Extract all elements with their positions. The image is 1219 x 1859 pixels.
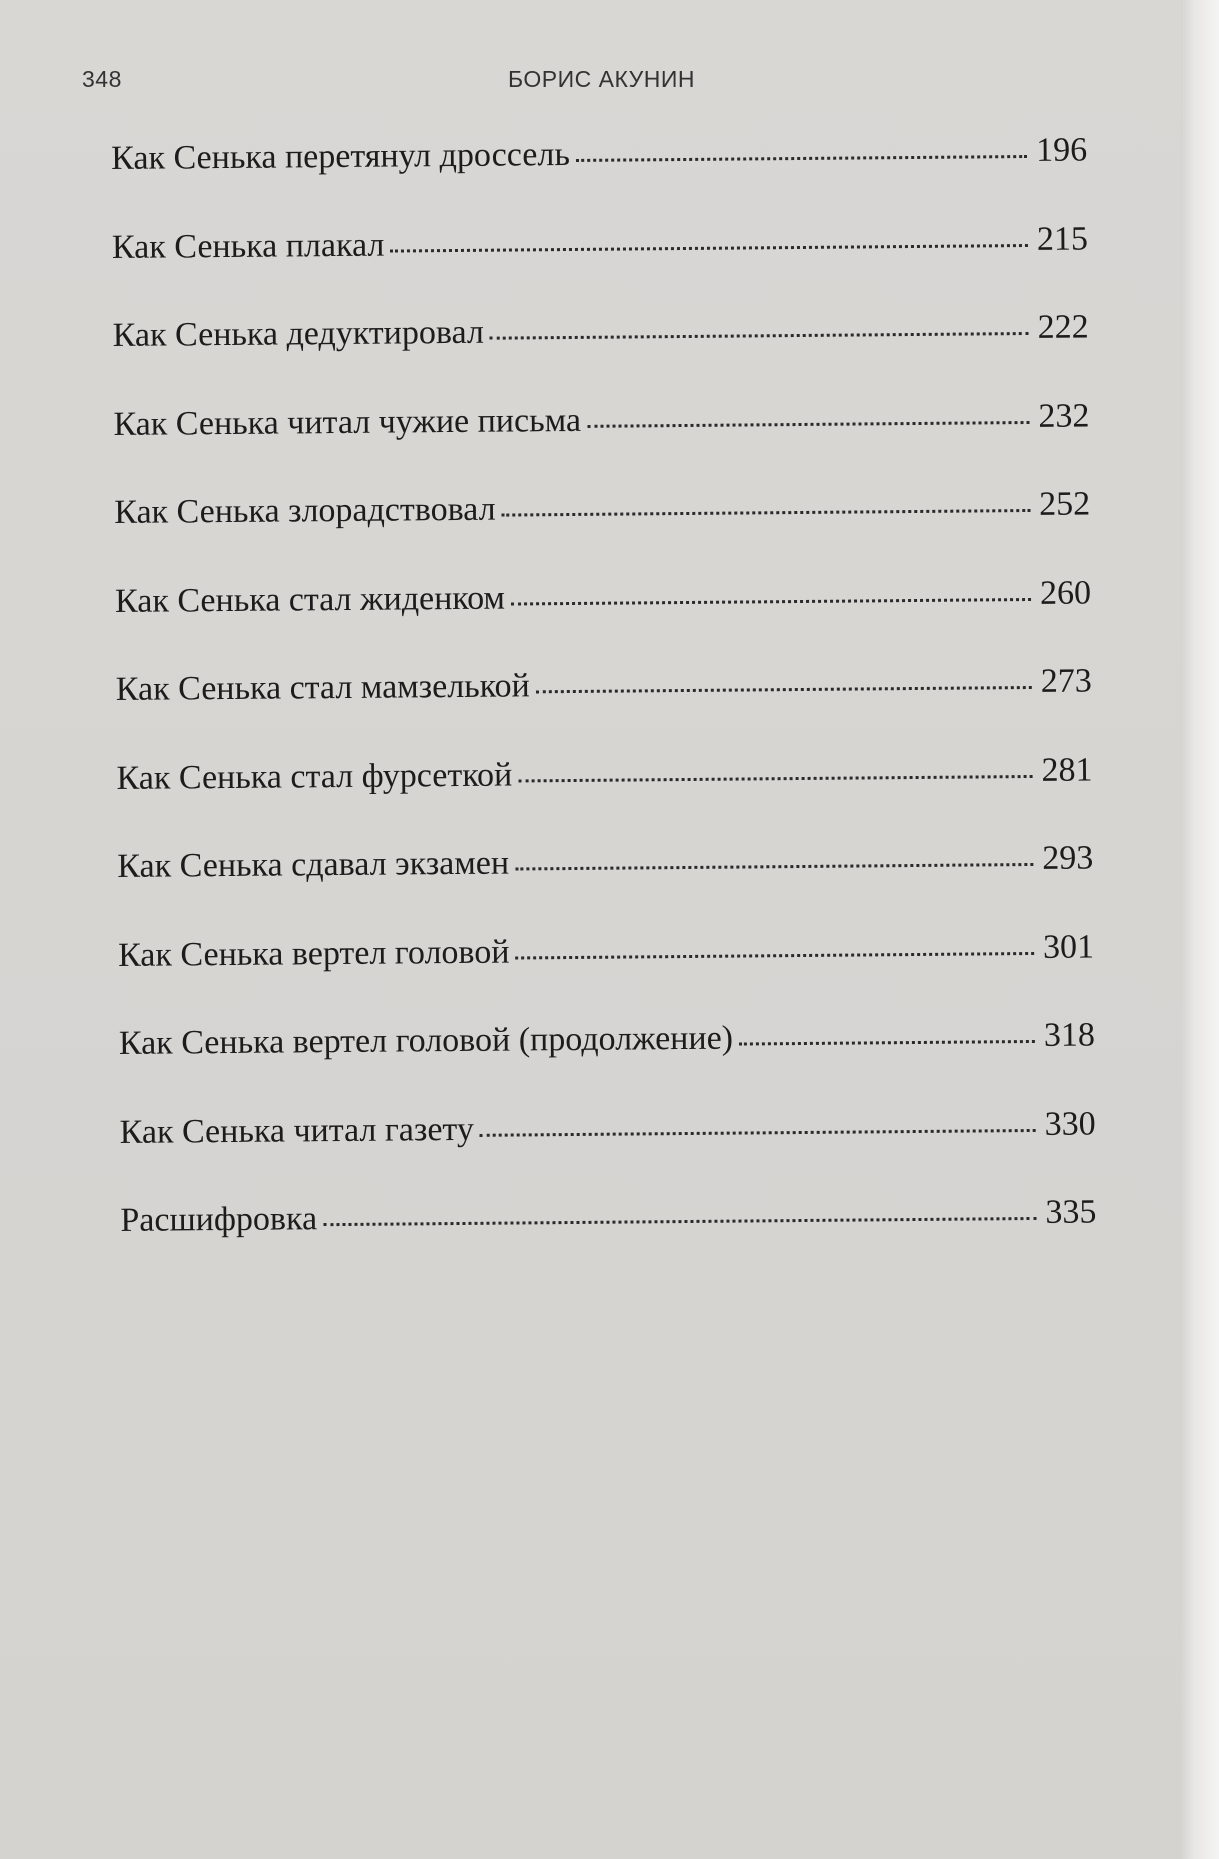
toc-entry-page: 301 (1042, 927, 1095, 966)
dot-leader (511, 597, 1031, 605)
page-edge (1181, 0, 1219, 1859)
toc-entry (114, 485, 1091, 582)
toc-entry-title: Как Сенька вертел головой (117, 933, 510, 974)
toc-entry-page: 335 (1045, 1193, 1097, 1231)
toc-entry-page: 196 (1035, 131, 1088, 169)
toc-entry-page: 252 (1039, 485, 1091, 523)
toc-entry-title: Как Сенька читал газету (119, 1110, 475, 1151)
toc-entry-title: Как Сенька стал мамзелькой (115, 667, 530, 708)
dot-leader (502, 509, 1031, 517)
toc-entry-title: Как Сенька злорадствовал (114, 490, 496, 531)
toc-entry (113, 308, 1090, 405)
page-header (0, 66, 1181, 102)
dot-leader (536, 686, 1032, 693)
dot-leader (587, 420, 1029, 427)
toc-entry-title: Как Сенька плакал (111, 226, 385, 266)
toc-entry-title: Как Сенька вертел головой (продолжение) (118, 1019, 734, 1062)
dot-leader (323, 1217, 1036, 1226)
toc-entry (113, 397, 1090, 494)
toc-entry-title: Как Сенька стал жиденком (114, 579, 506, 620)
toc-entry (119, 1105, 1096, 1202)
toc-entry-page: 273 (1040, 662, 1092, 700)
toc-entry (116, 662, 1093, 759)
toc-entry-title: Как Сенька дедуктировал (112, 313, 485, 354)
toc-entry (115, 574, 1092, 671)
toc-entry-page: 215 (1036, 219, 1089, 258)
toc-entry-page: 318 (1043, 1016, 1096, 1054)
dot-leader (739, 1040, 1035, 1046)
toc-entry (119, 1016, 1096, 1113)
dot-leader (490, 332, 1029, 340)
toc-entry-page: 232 (1038, 396, 1090, 435)
toc-entry-page: 330 (1044, 1104, 1096, 1143)
page-number: 348 (82, 66, 122, 92)
toc-entry-title: Как Сенька стал фурсеткой (116, 756, 513, 797)
running-head: БОРИС АКУНИН (508, 66, 695, 92)
dot-leader (390, 244, 1028, 253)
toc-entry-page: 260 (1039, 573, 1092, 612)
dot-leader (480, 1128, 1036, 1136)
toc-entry-page: 293 (1042, 839, 1094, 877)
toc-entry-title: Как Сенька перетянул дроссель (111, 135, 571, 177)
toc-entry (120, 1193, 1097, 1290)
table-of-contents (111, 131, 1097, 1290)
dot-leader (518, 774, 1032, 781)
toc-entry-title: Как Сенька сдавал экзамен (117, 844, 510, 885)
toc-entry (112, 220, 1089, 317)
toc-entry (116, 751, 1093, 848)
toc-entry-title: Как Сенька читал чужие письма (113, 401, 582, 443)
dot-leader (516, 951, 1035, 959)
dot-leader (515, 863, 1033, 871)
toc-entry (118, 928, 1095, 1025)
toc-entry (117, 839, 1094, 936)
toc-entry-page: 281 (1041, 750, 1093, 789)
dot-leader (576, 155, 1027, 162)
toc-entry-title: Расшифровка (120, 1200, 318, 1239)
toc-entry-page: 222 (1037, 308, 1089, 346)
toc-entry (111, 131, 1088, 228)
